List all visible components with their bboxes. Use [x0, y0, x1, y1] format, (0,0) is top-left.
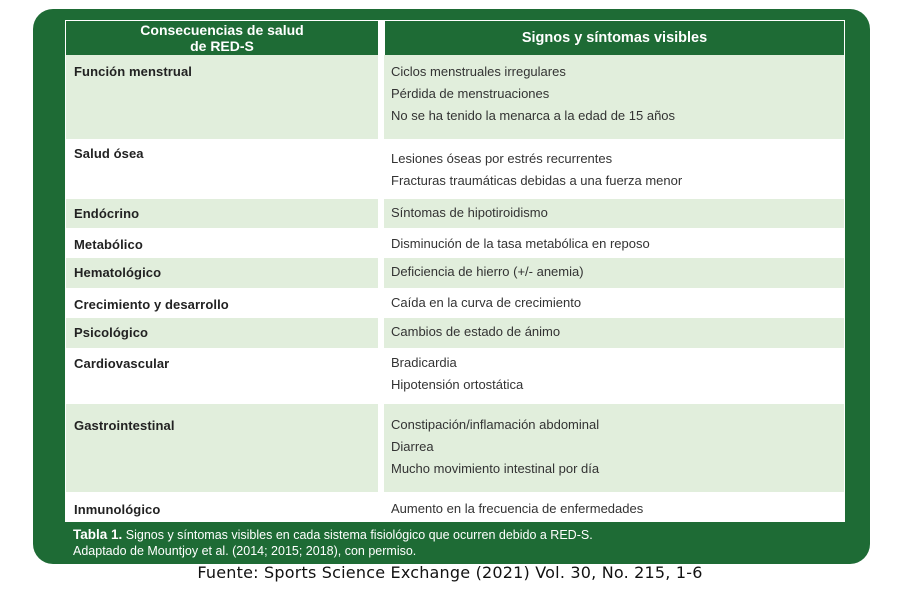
- category-label: Salud ósea: [74, 146, 144, 161]
- symptom-text: Deficiencia de hierro (+/- anemia): [391, 264, 584, 279]
- category-cell: [66, 288, 378, 318]
- symptom-text: Caída en la curva de crecimiento: [391, 295, 582, 310]
- header-col1-line1: Consecuencias de salud: [140, 22, 304, 38]
- category-cell: [66, 348, 378, 404]
- symptom-text: No se ha tenido la menarca a la edad de 15 años: [391, 108, 676, 123]
- category-cell: [66, 199, 378, 228]
- symptom-text: Mucho movimiento intestinal por día: [391, 461, 600, 476]
- table-row: [66, 288, 844, 318]
- symptom-text: Disminución de la tasa metabólica en reposo: [391, 236, 650, 251]
- category-label: Función menstrual: [74, 64, 192, 79]
- symptom-text: Constipación/inflamación abdominal: [391, 417, 600, 432]
- table-row: [66, 492, 844, 522]
- category-cell: [66, 318, 378, 348]
- caption-line1: Signos y síntomas visibles en cada sistema fisiológico que ocurren debido a RED-S.: [125, 528, 593, 542]
- category-cell: [66, 139, 378, 199]
- category-cell: [66, 55, 378, 139]
- symptoms-cell: [384, 318, 844, 348]
- symptoms-cell: [384, 258, 844, 288]
- table-row: [66, 55, 844, 139]
- symptom-text: Aumento en la frecuencia de enfermedades: [391, 501, 644, 516]
- symptom-text: Ciclos menstruales irregulares: [391, 64, 566, 79]
- category-label: Gastrointestinal: [74, 418, 175, 433]
- table-caption: [73, 527, 863, 559]
- header-visible-signs: Signos y síntomas visibles: [385, 21, 844, 55]
- table-row: [66, 348, 844, 404]
- category-label: Psicológico: [74, 325, 149, 340]
- category-label: Cardiovascular: [74, 356, 170, 371]
- symptom-text: Cambios de estado de ánimo: [391, 324, 561, 339]
- symptoms-cell: [384, 288, 844, 318]
- table-row: [66, 228, 844, 258]
- symptoms-cell: [384, 404, 844, 492]
- category-label: Metabólico: [74, 237, 143, 252]
- symptoms-cell: [384, 139, 844, 199]
- symptom-text: Síntomas de hipotiroidismo: [391, 205, 548, 220]
- table-row: [66, 199, 844, 228]
- table-row: [66, 258, 844, 288]
- category-label: Crecimiento y desarrollo: [74, 297, 229, 312]
- symptoms-cell: [384, 348, 844, 404]
- category-cell: [66, 228, 378, 258]
- header-col1-line2: de RED-S: [190, 38, 254, 54]
- symptoms-cell: [384, 199, 844, 228]
- category-label: Hematológico: [74, 265, 162, 280]
- caption-label: Tabla 1.: [73, 527, 123, 542]
- caption-line2: Adaptado de Mountjoy et al. (2014; 2015; 2018), con permiso.: [73, 544, 417, 558]
- category-label: Inmunológico: [74, 502, 161, 517]
- symptoms-cell: [384, 228, 844, 258]
- symptom-text: Bradicardia: [391, 355, 457, 370]
- source-citation: Fuente: Sports Science Exchange (2021) Vol. 30, No. 215, 1-6: [197, 563, 703, 582]
- symptoms-cell: [384, 55, 844, 139]
- header-health-consequences: [66, 21, 378, 55]
- category-label: Endócrino: [74, 206, 140, 221]
- symptom-text: Pérdida de menstruaciones: [391, 86, 550, 101]
- symptom-text: Lesiones óseas por estrés recurrentes: [391, 151, 613, 166]
- category-cell: [66, 404, 378, 492]
- symptoms-cell: [384, 492, 844, 522]
- symptom-text: Hipotensión ortostática: [391, 377, 524, 392]
- table-row: [66, 318, 844, 348]
- table-row: [66, 139, 844, 199]
- category-cell: [66, 258, 378, 288]
- category-cell: [66, 492, 378, 522]
- table-row: [66, 404, 844, 492]
- symptom-text: Fracturas traumáticas debidas a una fuerza menor: [391, 173, 683, 188]
- symptom-text: Diarrea: [391, 439, 434, 454]
